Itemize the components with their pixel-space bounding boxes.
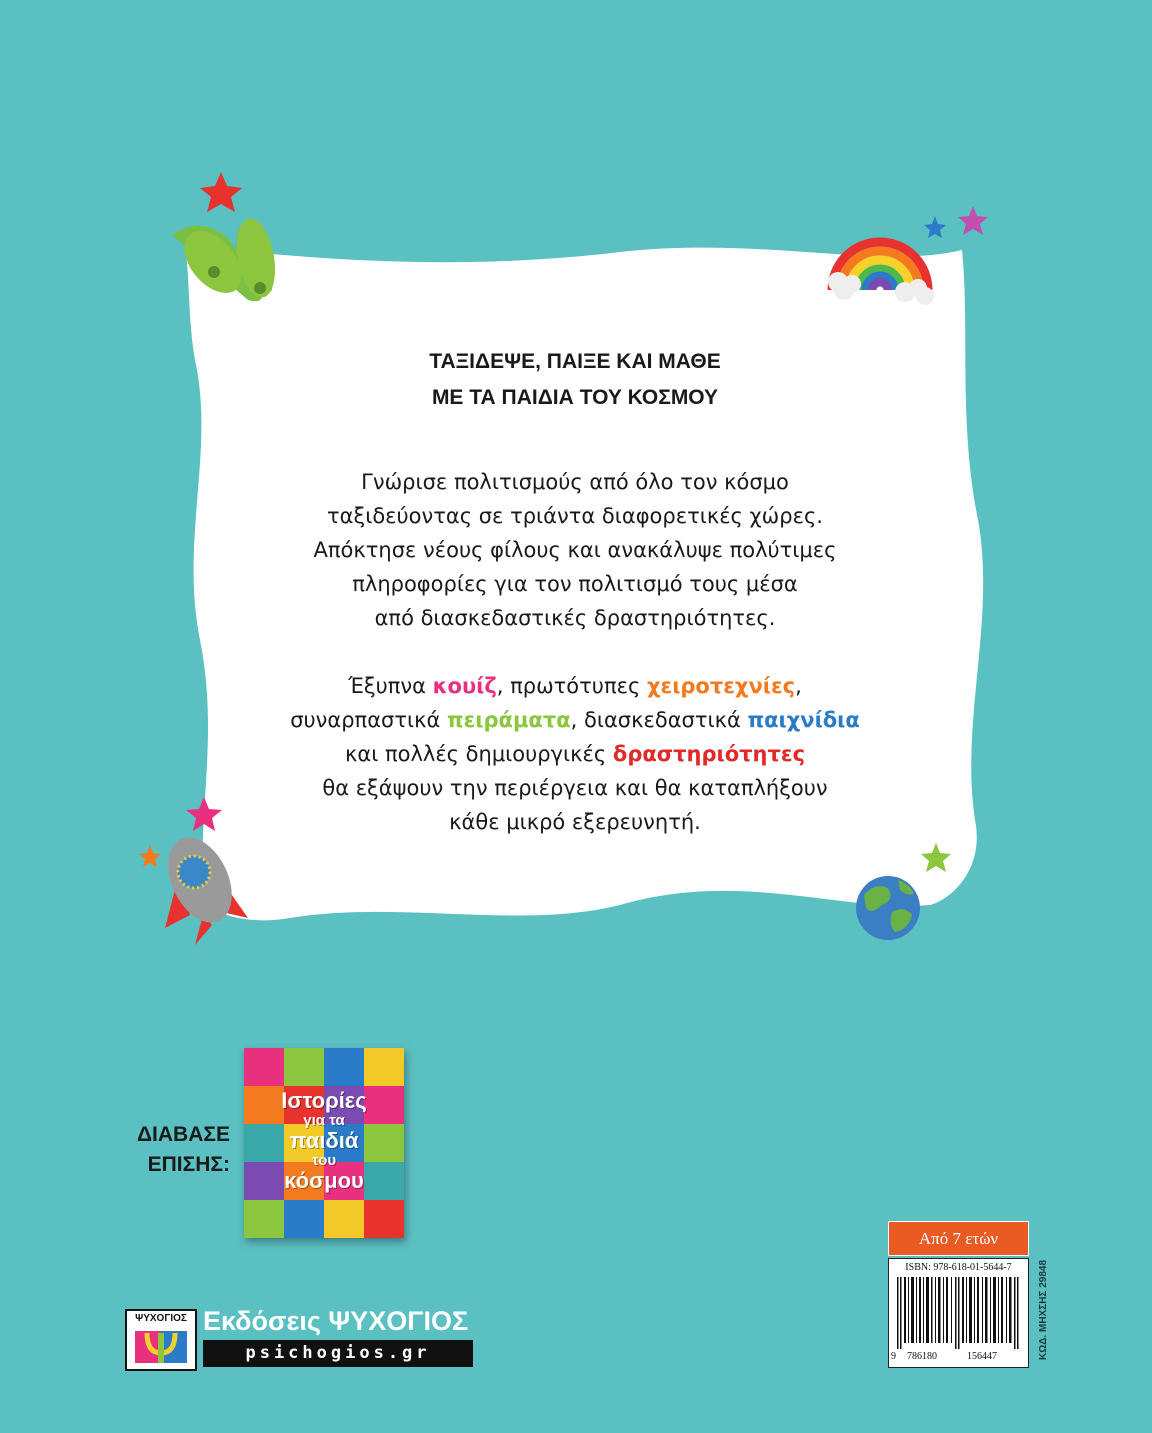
publisher-url[interactable]: psichogios.gr [203, 1340, 473, 1367]
barcode-digit: 9 [891, 1351, 896, 1362]
barcode-bars [897, 1277, 1021, 1349]
publisher-name: Εκδόσεις ΨΥΧΟΓΙΟΣ [203, 1306, 469, 1336]
book-title-line: Ιστορίες [281, 1088, 367, 1113]
text-fragment: Έξυπνα [348, 674, 433, 698]
book-title-line: παιδιά [289, 1128, 359, 1153]
product-code: ΚΩΔ. ΜΗΧΣΗΣ 29848 [1038, 1259, 1049, 1360]
intro-line: πληροφορίες για τον πολιτισμό τους μέσα [352, 572, 798, 596]
heading-line-2: ΜΕ ΤΑ ΠΑΙΔΙΑ ΤΟΥ ΚΟΣΜΟΥ [431, 386, 719, 409]
main-heading [250, 344, 900, 416]
see-also-line-2: ΕΠΙΣΗΣ: [147, 1153, 230, 1176]
publisher-logo [125, 1309, 197, 1371]
star-icon [139, 845, 161, 867]
text-fragment: , πρωτότυπες [496, 674, 647, 698]
psi-icon [127, 1327, 195, 1367]
intro-line: Γνώρισε πολιτισμούς από όλο τον κόσμο [361, 470, 789, 494]
isbn-text: ISBN: 978-618-01-5644-7 [905, 1262, 1012, 1273]
age-badge: Από 7 ετών [888, 1221, 1029, 1256]
text-fragment: και πολλές δημιουργικές [344, 742, 613, 766]
activities-line [230, 703, 920, 737]
keyword-games: παιχνίδια [747, 708, 860, 732]
text-fragment: , [795, 674, 802, 698]
book-cover-title [258, 1090, 390, 1192]
book-title-line: για τα [303, 1112, 345, 1129]
keyword-quizzes: κουίζ [432, 674, 497, 698]
intro-line: από διασκεδαστικές δραστηριότητες. [374, 606, 776, 630]
related-book-cover[interactable] [244, 1048, 404, 1238]
see-also-label [120, 1120, 230, 1180]
intro-line: ταξιδεύοντας σε τριάντα διαφορετικές χώρες. [327, 504, 823, 528]
publisher-logo-text: ΨΥΧΟΓΙΟΣ [135, 1313, 187, 1324]
intro-paragraph [230, 465, 920, 635]
keyword-crafts: χειροτεχνίες [646, 674, 796, 698]
activities-line [230, 737, 920, 771]
activities-line: θα εξάψουν την περιέργεια και θα καταπλήξουν [322, 776, 828, 800]
intro-line: Απόκτησε νέους φίλους και ανακάλυψε πολύτιμες [313, 538, 837, 562]
text-fragment: συναρπαστικά [290, 708, 447, 732]
barcode [888, 1258, 1029, 1368]
keyword-experiments: πειράματα [447, 708, 571, 732]
book-title-line: κόσμου [284, 1168, 364, 1193]
keyword-activities: δραστηριότητες [612, 742, 806, 766]
see-also-line-1: ΔΙΑΒΑΣΕ [136, 1123, 230, 1146]
star-icon [200, 172, 242, 212]
activities-paragraph [230, 669, 920, 839]
text-fragment: , διασκεδαστικά [570, 708, 748, 732]
globe-icon [856, 876, 920, 940]
barcode-digit: 156447 [967, 1351, 997, 1362]
star-icon [958, 206, 988, 235]
activities-line: κάθε μικρό εξερευνητή. [449, 810, 701, 834]
barcode-digit: 786180 [907, 1351, 937, 1362]
activities-line [230, 669, 920, 703]
flippers-icon [172, 215, 281, 303]
heading-line-1: ΤΑΞΙΔΕΨΕ, ΠΑΙΞΕ ΚΑΙ ΜΑΘΕ [429, 350, 721, 373]
book-title-line: του [311, 1152, 337, 1169]
star-icon [924, 216, 946, 238]
